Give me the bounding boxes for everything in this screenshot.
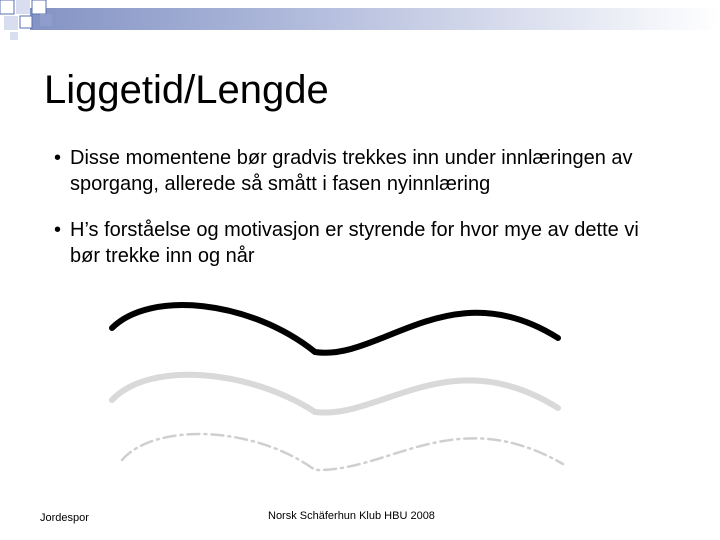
decoration-squares-graphic — [0, 0, 720, 40]
top-decoration — [0, 0, 720, 40]
wave-line-light — [112, 375, 558, 413]
bullet-item — [54, 145, 654, 197]
wave-line-dark — [112, 305, 558, 353]
track-illustration — [0, 290, 720, 480]
footer-left-text: Jordespor — [40, 512, 89, 524]
footer-center-text: Norsk Schäferhun Klub HBU 2008 — [268, 510, 435, 522]
bullet-marker: • — [54, 219, 62, 241]
bullet-text: H’s forståelse og motivasjon er styrende for hvor mye av dette vi bør trekke inn og når — [70, 219, 639, 267]
bullet-text: Disse momentene bør gradvis trekkes inn under innlæringen av sporgang, allerede så smått i fasen nyinnlæring — [70, 147, 633, 195]
bullet-list — [54, 145, 654, 289]
slide-title: Liggetid/Lengde — [44, 68, 329, 112]
bullet-item — [54, 217, 654, 269]
wave-lines-graphic — [0, 290, 720, 480]
wave-line-dashed — [122, 434, 563, 470]
bullet-marker: • — [54, 147, 62, 169]
